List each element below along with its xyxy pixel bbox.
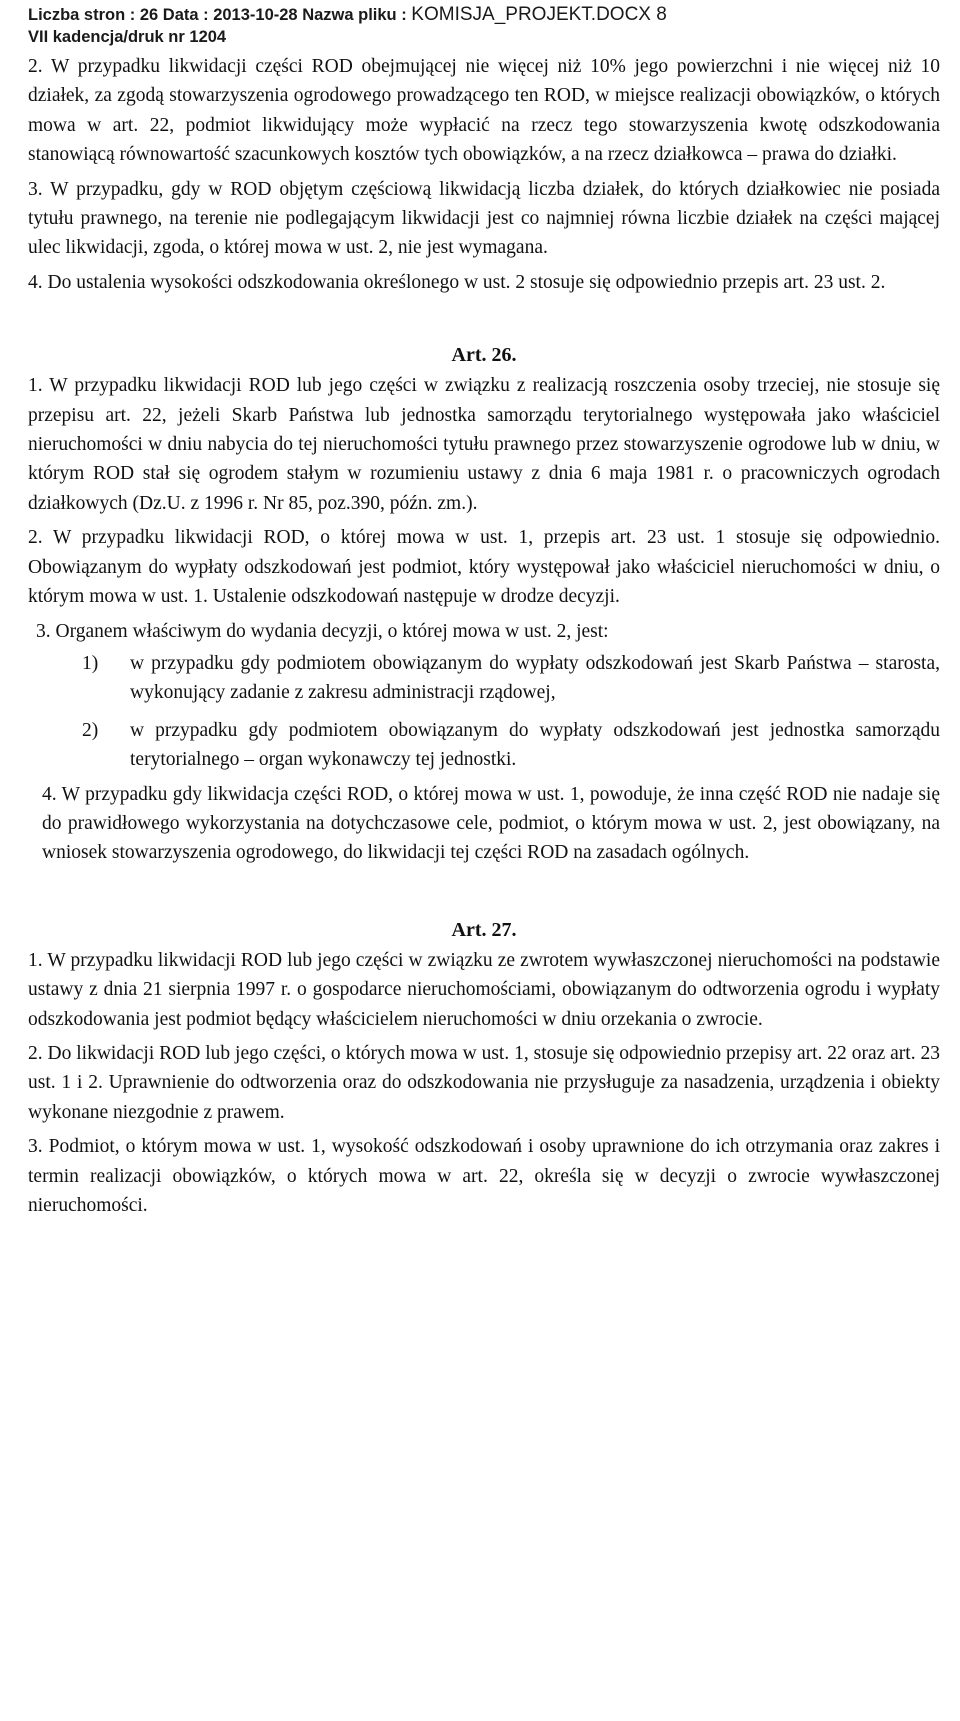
article-26-heading: Art. 26. <box>451 344 517 367</box>
header-filename: KOMISJA_PROJEKT.DOCX 8 <box>411 4 667 25</box>
document-header <box>28 4 940 48</box>
document-body <box>28 52 940 1220</box>
header-meta: Liczba stron : 26 Data : 2013-10-28 Nazwa pliku : <box>28 6 412 24</box>
header-line-1 <box>28 4 940 26</box>
art25-paragraph-4: 4. Do ustalenia wysokości odszkodowania określonego w ust. 2 stosuje się odpowiednio przepis art. 23 ust. 2. <box>28 271 886 293</box>
list-item-number: 2) <box>82 719 99 741</box>
art26-paragraph-4: 4. W przypadku gdy likwidacja części ROD, o której mowa w ust. 1, powoduje, że inna część ROD nie nadaje się do prawidłowego wykorzystania na dotychczasowe cele, podmiot, o którym mowa w ust. 2, jest obowiązany, na wniosek stowarzyszenia ogrodowego, do likwidacji tej części ROD na zasadach ogólnych. <box>42 783 940 864</box>
list-item-number: 1) <box>82 652 99 674</box>
art25-paragraph-2: 2. W przypadku likwidacji części ROD obejmującej nie więcej niż 10% jego powierzchni i nie więcej niż 10 działek, za zgodą stowarzyszenia ogrodowego prowadzącego ten ROD, w miejsce realizacji obowiązków, o których mowa w art. 22, podmiot likwidujący może wypłacić na rzecz tego stowarzyszenia kwotę odszkodowania stanowiącą równowartość szacunkowych kosztów tych obowiązków, a na rzecz działkowca – prawa do działki. <box>28 56 940 166</box>
art27-paragraph-3: 3. Podmiot, o którym mowa w ust. 1, wysokość odszkodowań i osoby uprawnione do ich otrzymania oraz zakres i termin realizacji obowiązków, o których mowa w art. 22, określa się w decyzji o zwrocie wywłaszczonej nieruchomości. <box>28 1136 940 1216</box>
list-item <box>82 716 940 775</box>
art26-paragraph-1: 1. W przypadku likwidacji ROD lub jego części w związku z realizacją roszczenia osoby trzeciej, nie stosuje się przepisu art. 22, jeżeli Skarb Państwa lub jednostka samorządu terytorialnego występowała jako właściciel nieruchomości w dniu nabycia do tej nieruchomości tytułu prawnego przez stowarzyszenie ogrodowe lub w dniu, w którym ROD stał się ogrodem stałym w rozumieniu ustawy z dnia 6 maja 1981 r. o pracowniczych ogrodach działkowych (Dz.U. z 1996 r. Nr 85, poz.390, późn. zm.). <box>28 375 940 514</box>
art26-paragraph-3: 3. Organem właściwym do wydania decyzji, o której mowa w ust. 2, jest: <box>36 620 609 642</box>
art25-paragraph-3: 3. W przypadku, gdy w ROD objętym częściową likwidacją liczba działek, do których działkowiec nie posiada tytułu prawnego, na terenie nie podlegającym likwidacji jest co najmniej równa liczbie działek na części mającej ulec likwidacji, zgoda, o której mowa w ust. 2, nie jest wymagana. <box>28 178 940 259</box>
list-item-text: w przypadku gdy podmiotem obowiązanym do wypłaty odszkodowań jest Skarb Państwa – starosta, wykonujący zadanie z zakresu administracji rządowej, <box>130 652 940 704</box>
art26-point-list <box>28 649 940 775</box>
art27-paragraph-1: 1. W przypadku likwidacji ROD lub jego części w związku ze zwrotem wywłaszczonej nieruchomości na podstawie ustawy z dnia 21 sierpnia 1997 r. o gospodarce nieruchomościami, obowiązanym do odtworzenia ogrodu i wypłaty odszkodowania jest podmiot będący właścicielem nieruchomości w dniu orzekania o zwrocie. <box>28 949 940 1030</box>
list-item <box>82 649 940 708</box>
art26-paragraph-2: 2. W przypadku likwidacji ROD, o której mowa w ust. 1, przepis art. 23 ust. 1 stosuje się odpowiednio. Obowiązanym do wypłaty odszkodowań jest podmiot, który występował jako właściciel nieruchomości w dniu, o którym mowa w ust. 1. Ustalenie odszkodowań następuje w drodze decyzji. <box>28 527 940 608</box>
list-item-text: w przypadku gdy podmiotem obowiązanym do wypłaty odszkodowań jest jednostka samorządu terytorialnego – organ wykonawczy tej jednostki. <box>130 719 940 771</box>
article-27-heading: Art. 27. <box>451 918 517 941</box>
header-line-2: VII kadencja/druk nr 1204 <box>28 28 227 46</box>
art27-paragraph-2: 2. Do likwidacji ROD lub jego części, o których mowa w ust. 1, stosuje się odpowiednio przepisy art. 22 oraz art. 23 ust. 1 i 2. Uprawnienie do odtworzenia oraz do odszkodowania nie przysługuje za nasadzenia, urządzenia i obiekty wykonane niezgodnie z prawem. <box>28 1042 940 1123</box>
